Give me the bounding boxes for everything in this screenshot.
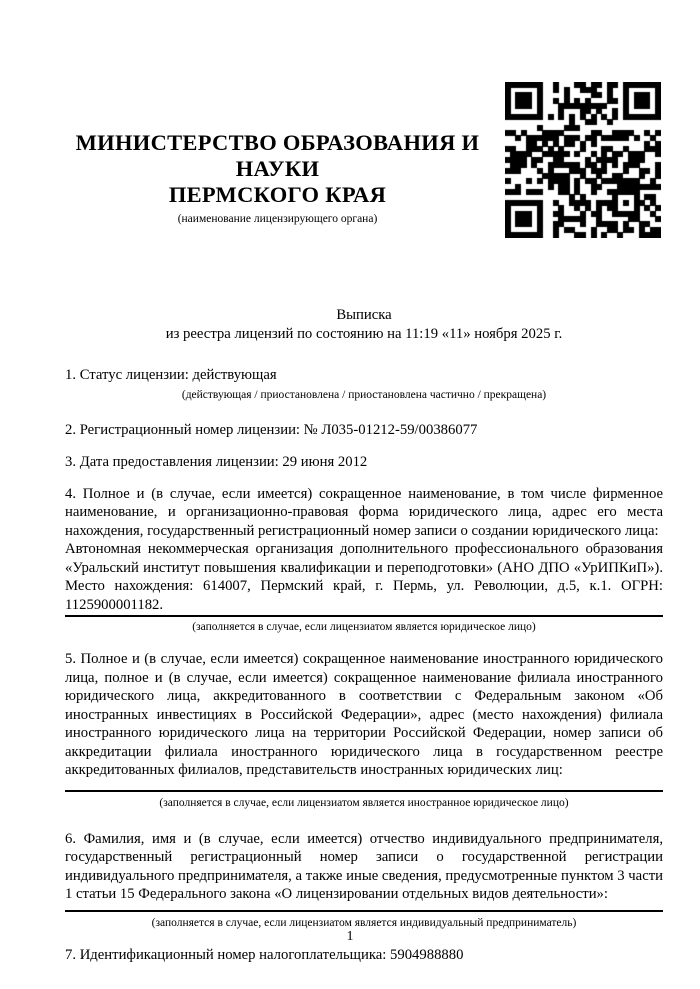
ministry-name-line1: МИНИСТЕРСТВО ОБРАЗОВАНИЯ И НАУКИ <box>75 130 480 181</box>
foreign-entity-hint: (заполняется в случае, если лицензиатом является иностранное юридическое лицо) <box>159 796 569 809</box>
entrepreneur-hint: (заполняется в случае, если лицензиатом является индивидуальный предприниматель) <box>151 916 577 929</box>
section-entrepreneur <box>65 830 663 930</box>
registration-number-text: 2. Регистрационный номер лицензии: № Л035-01212-59/00386077 <box>65 421 478 438</box>
entrepreneur-intro: 6. Фамилия, имя и (в случае, если имеется) отчество индивидуального предпринимателя, государственный регистрационный номер записи о государственной регистрации индивидуального предпринимателя, а также иные сведения, предусмотренные пунктом 3 части 1 статьи 15 Федерального закона «О лицензировании отдельных видов деятельности»: <box>65 830 663 902</box>
grant-date-text: 3. Дата предоставления лицензии: 29 июня 2012 <box>65 454 368 470</box>
qr-code <box>505 82 661 238</box>
legal-entity-value: Автономная некоммерческая организация дополнительного профессионального образования «Уральский институт повышения квалификации и переподготовки» (АНО ДПО «УрИПКиП»). Место нахождения: 614007, Пермский край, г. Пермь, ул. Революции, д.5, к.1. ОГРН: 1125900001182. <box>65 541 663 613</box>
page-number: 1 <box>346 929 354 944</box>
legal-entity-intro: 4. Полное и (в случае, если имеется) сокращенное наименование, в том числе фирменное наименование, и организационно-правовая форма юридического лица, адрес его места нахождения, государственный регистрационный номер записи о создании юридического лица: <box>65 485 663 539</box>
licensing-authority-name <box>65 130 490 208</box>
title-line1: Выписка <box>336 307 392 323</box>
document-body <box>0 260 700 964</box>
foreign-entity-intro: 5. Полное и (в случае, если имеется) сокращенное наименование иностранного юридического лица, полное и (в случае, если имеется) сокращенное наименование филиала иностранного юридического лица, аккредитованного в соответствии с Федеральным законом «Об иностранных инвестициях в Российской Федерации», адрес (место нахождения) филиала иностранного юридического лица на территории Российской Федерации, номер записи об аккредитации филиала иностранного юридического лица в государственном реестре аккредитованных филиалов, представительств иностранных юридических лиц: <box>65 651 663 778</box>
document-header <box>0 0 700 260</box>
ministry-name-line2: ПЕРМСКОГО КРАЯ <box>168 182 387 207</box>
entrepreneur-fill-rule <box>65 910 663 912</box>
document-title <box>65 306 663 344</box>
section-license-status <box>65 366 663 402</box>
legal-entity-hint: (заполняется в случае, если лицензиатом является юридическое лицо) <box>192 621 536 633</box>
section-legal-entity <box>65 485 663 635</box>
licensing-authority-caption: (наименование лицензирующего органа) <box>177 213 378 225</box>
section-foreign-entity <box>65 650 663 810</box>
taxpayer-number-text: 7. Идентификационный номер налогоплательщика: 5904988880 <box>65 946 464 963</box>
title-line2: из реестра лицензий по состоянию на 11:19 «11» ноября 2025 г. <box>165 326 563 342</box>
foreign-entity-fill-rule <box>65 790 663 792</box>
page-footer <box>0 929 700 945</box>
section-registration-number <box>65 421 663 440</box>
license-status-text: 1. Статус лицензии: действующая <box>65 367 277 383</box>
legal-entity-fill-rule <box>65 615 663 617</box>
section-taxpayer-number <box>65 946 663 965</box>
licensing-authority-block <box>65 130 490 226</box>
license-status-hint: (действующая / приостановлена / приостановлена частично / прекращена) <box>181 388 547 401</box>
section-grant-date <box>65 453 663 472</box>
